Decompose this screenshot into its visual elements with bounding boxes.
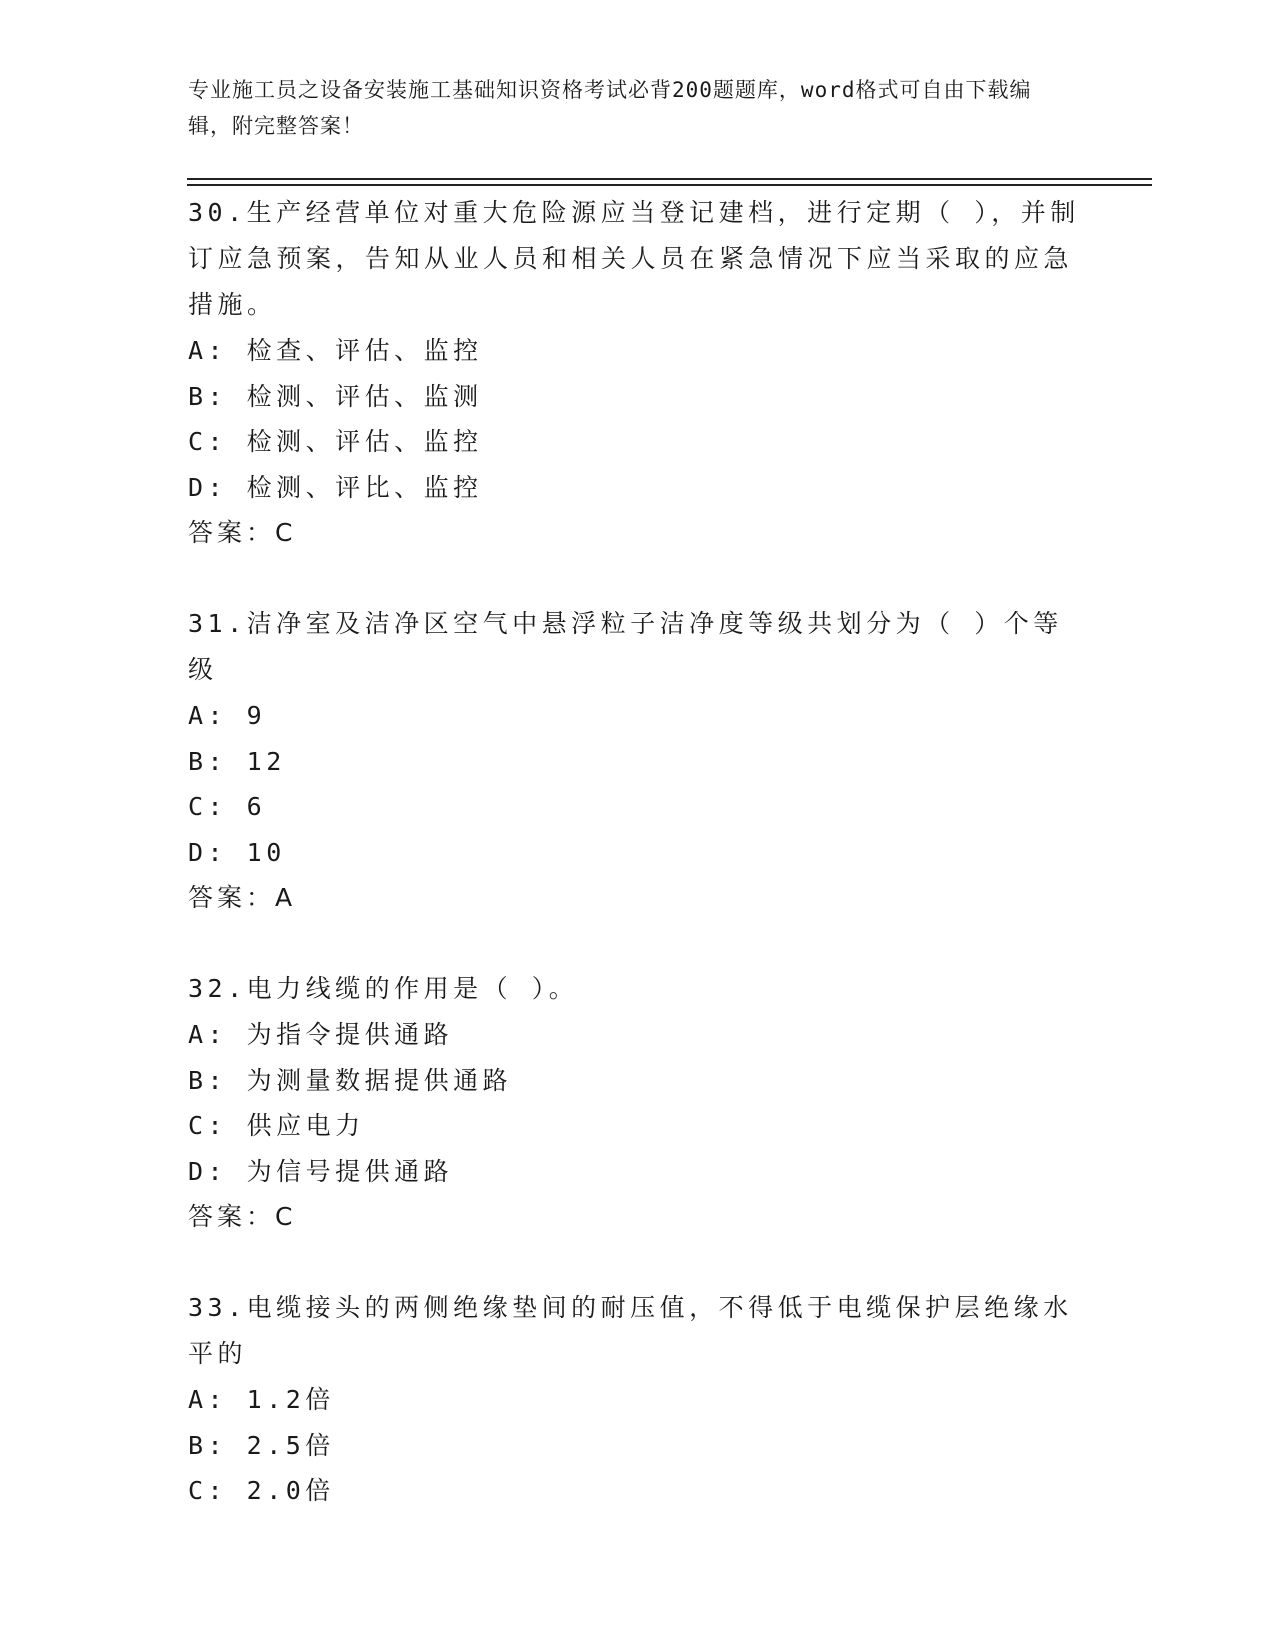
header-divider-top bbox=[187, 178, 1152, 180]
header-divider-bottom bbox=[187, 184, 1152, 186]
option-a: A: 为指令提供通路 bbox=[188, 1020, 454, 1049]
option-c: C: 6 bbox=[188, 792, 267, 821]
question-32 bbox=[188, 966, 1088, 1240]
question-31 bbox=[188, 601, 1088, 921]
question-text: 30.生产经营单位对重大危险源应当登记建档，进行定期（ ），并制订应急预案，告知从业人员和相关人员在紧急情况下应当采取的应急措施。 bbox=[188, 198, 1080, 319]
question-list bbox=[188, 190, 1088, 1514]
option-a: A: 9 bbox=[188, 701, 267, 730]
spacer bbox=[188, 556, 1088, 601]
question-text: 32.电力线缆的作用是（ ）。 bbox=[188, 974, 579, 1003]
option-d: D: 10 bbox=[188, 837, 286, 867]
option-b: B: 12 bbox=[188, 746, 286, 776]
option-a: A: 1.2倍 bbox=[188, 1385, 335, 1414]
option-b: B: 检测、评估、监测 bbox=[188, 381, 483, 411]
document-header: 专业施工员之设备安装施工基础知识资格考试必背200题题库，word格式可自由下载编辑，附完整答案！ bbox=[188, 78, 1032, 138]
spacer bbox=[188, 1240, 1088, 1285]
option-b: B: 为测量数据提供通路 bbox=[188, 1065, 513, 1095]
answer-line: 答案：C bbox=[188, 1202, 297, 1231]
answer-line: 答案：C bbox=[188, 518, 297, 547]
option-d: D: 检测、评比、监控 bbox=[188, 472, 483, 502]
answer-line: 答案：A bbox=[188, 883, 297, 912]
option-c: C: 2.0倍 bbox=[188, 1476, 335, 1505]
option-a: A: 检查、评估、监控 bbox=[188, 336, 483, 365]
spacer bbox=[188, 921, 1088, 966]
option-c: C: 供应电力 bbox=[188, 1111, 365, 1140]
question-text: 31.洁净室及洁净区空气中悬浮粒子洁净度等级共划分为（ ）个等级 bbox=[188, 609, 1063, 684]
question-text: 33.电缆接头的两侧绝缘垫间的耐压值，不得低于电缆保护层绝缘水平的 bbox=[188, 1293, 1073, 1368]
question-30 bbox=[188, 190, 1088, 556]
option-d: D: 为信号提供通路 bbox=[188, 1156, 454, 1186]
option-c: C: 检测、评估、监控 bbox=[188, 427, 483, 456]
question-33 bbox=[188, 1285, 1088, 1514]
option-b: B: 2.5倍 bbox=[188, 1430, 335, 1460]
